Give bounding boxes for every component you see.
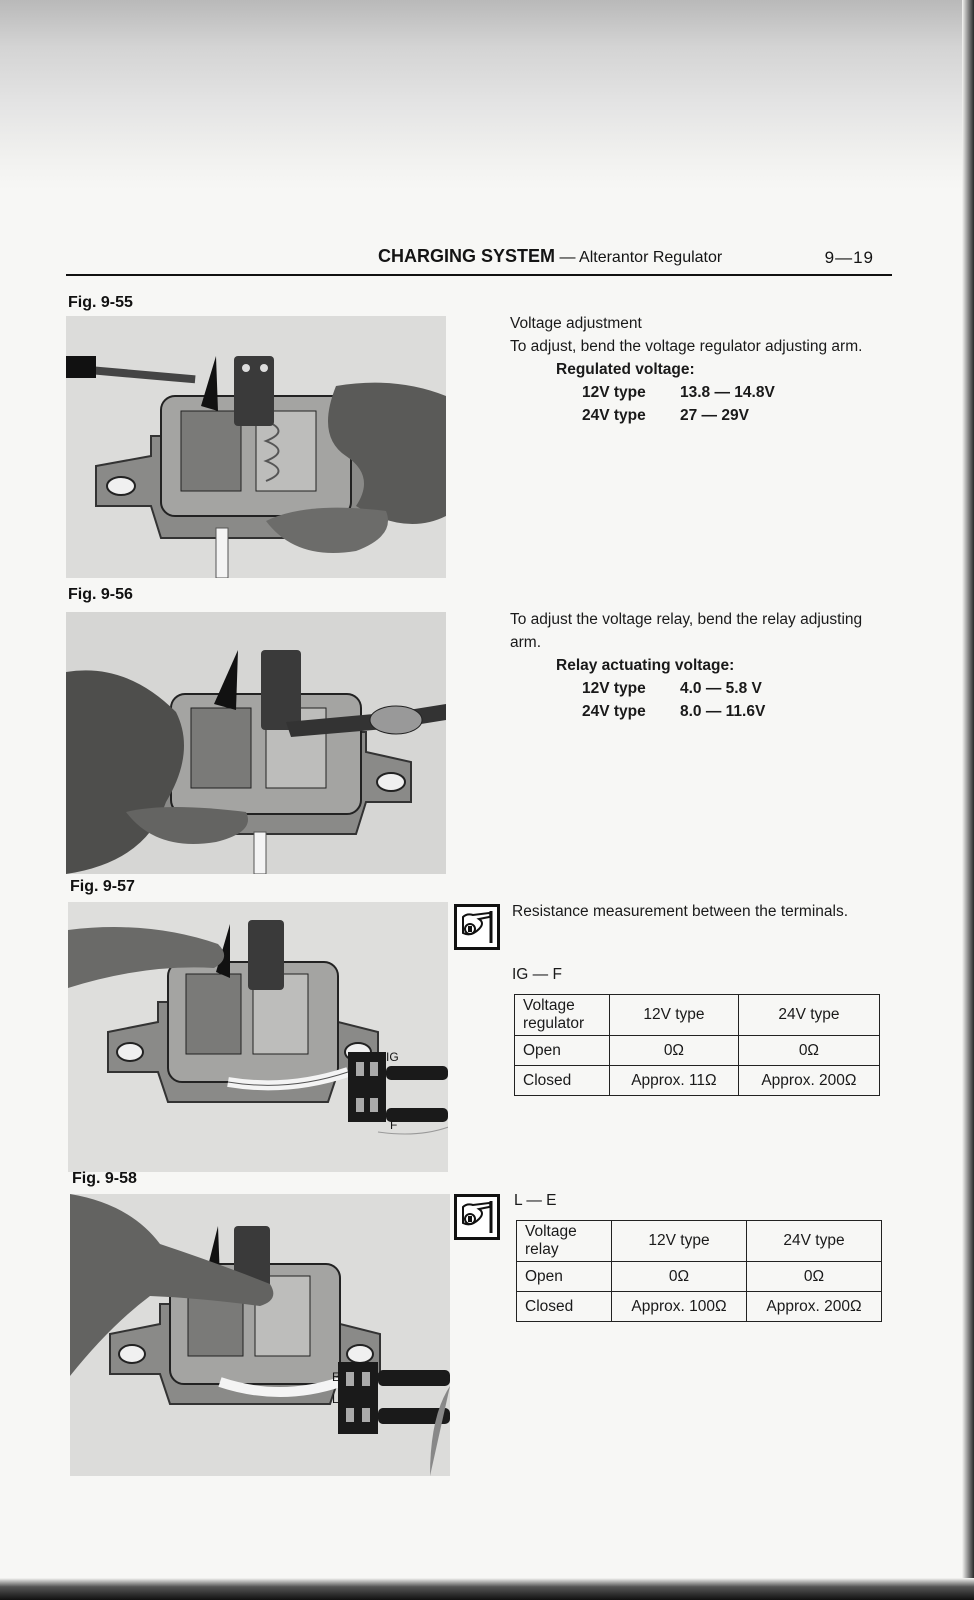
spec-type: 24V type xyxy=(582,407,646,424)
table-cell: Approx. 11Ω xyxy=(610,1066,739,1096)
figure-label: Fig. 9-58 xyxy=(72,1170,137,1187)
spec-type: 12V type xyxy=(582,384,646,401)
table-header-row xyxy=(515,995,880,1036)
spec-row xyxy=(582,381,885,404)
section-name: CHARGING SYSTEM xyxy=(378,246,556,266)
figure-photo-regulator-adjust xyxy=(66,316,446,578)
spec-type: 24V type xyxy=(582,703,646,720)
table-header: 24V type xyxy=(738,995,879,1036)
section-separator: — xyxy=(555,249,580,266)
table-header: 12V type xyxy=(610,995,739,1036)
table-row xyxy=(517,1262,882,1292)
regulator-resistance-table xyxy=(514,994,880,1096)
figure-photo-relay-adjust xyxy=(66,612,446,874)
figure-label: Fig. 9-57 xyxy=(70,878,135,895)
table-header: Voltage regulator xyxy=(515,995,610,1036)
spec-row xyxy=(582,700,885,723)
table-cell: 0Ω xyxy=(747,1262,882,1292)
section-title xyxy=(378,246,722,267)
table-cell: Approx. 200Ω xyxy=(738,1066,879,1096)
spec-value: 8.0 — 11.6V xyxy=(680,703,766,720)
relay-adjustment-body: To adjust the voltage relay, bend the relay adjusting arm. xyxy=(510,611,863,651)
table-cell: Closed xyxy=(515,1066,610,1096)
table-header: 12V type xyxy=(612,1221,747,1262)
measurement-icon xyxy=(454,1194,500,1240)
spec-row xyxy=(582,677,885,700)
relay-adjustment-text xyxy=(510,608,885,723)
voltage-adjustment-heading: Voltage adjustment xyxy=(510,315,642,332)
figure-photo-l-e-measurement xyxy=(70,1194,450,1476)
callout-ig: IG xyxy=(386,1050,399,1064)
spec-value: 13.8 — 14.8V xyxy=(680,384,775,401)
spec-row xyxy=(582,404,885,427)
l-e-subhead: L — E xyxy=(514,1192,557,1209)
table-cell: Open xyxy=(515,1036,610,1066)
scan-edge-bottom xyxy=(0,1578,974,1600)
measurement-icon xyxy=(454,904,500,950)
callout-l: L xyxy=(332,1392,339,1406)
resistance-measurement-text: Resistance measurement between the terminals. xyxy=(512,903,848,920)
table-row xyxy=(515,1066,880,1096)
spec-value: 27 — 29V xyxy=(680,407,749,424)
spec-value: 4.0 — 5.8 V xyxy=(680,680,762,697)
scan-shadow xyxy=(0,0,974,190)
callout-f: F xyxy=(390,1118,398,1132)
regulated-voltage-title: Regulated voltage: xyxy=(556,361,695,378)
table-cell: Approx. 100Ω xyxy=(612,1292,747,1322)
relay-voltage-title: Relay actuating voltage: xyxy=(556,657,735,674)
ig-f-subhead: IG — F xyxy=(512,966,562,983)
figure-photo-ig-f-measurement xyxy=(68,902,448,1172)
subsection-name: Alterantor Regulator xyxy=(579,249,723,266)
figure-label: Fig. 9-56 xyxy=(68,586,133,603)
table-header: Voltage relay xyxy=(517,1221,612,1262)
table-cell: 0Ω xyxy=(738,1036,879,1066)
relay-resistance-table xyxy=(516,1220,882,1322)
table-cell: 0Ω xyxy=(610,1036,739,1066)
table-cell: Open xyxy=(517,1262,612,1292)
table-cell: 0Ω xyxy=(612,1262,747,1292)
voltage-adjustment-body: To adjust, bend the voltage regulator adjusting arm. xyxy=(510,338,863,355)
table-header: 24V type xyxy=(747,1221,882,1262)
callout-e: E xyxy=(332,1370,341,1384)
figure-label: Fig. 9-55 xyxy=(68,294,133,311)
table-cell: Approx. 200Ω xyxy=(747,1292,882,1322)
table-cell: Closed xyxy=(517,1292,612,1322)
page-number: 9—19 xyxy=(824,248,874,267)
page-header xyxy=(66,246,892,276)
table-row xyxy=(515,1036,880,1066)
table-header-row xyxy=(517,1221,882,1262)
voltage-adjustment-text xyxy=(510,312,885,427)
spec-type: 12V type xyxy=(582,680,646,697)
scan-edge-right xyxy=(962,0,974,1600)
table-row xyxy=(517,1292,882,1322)
